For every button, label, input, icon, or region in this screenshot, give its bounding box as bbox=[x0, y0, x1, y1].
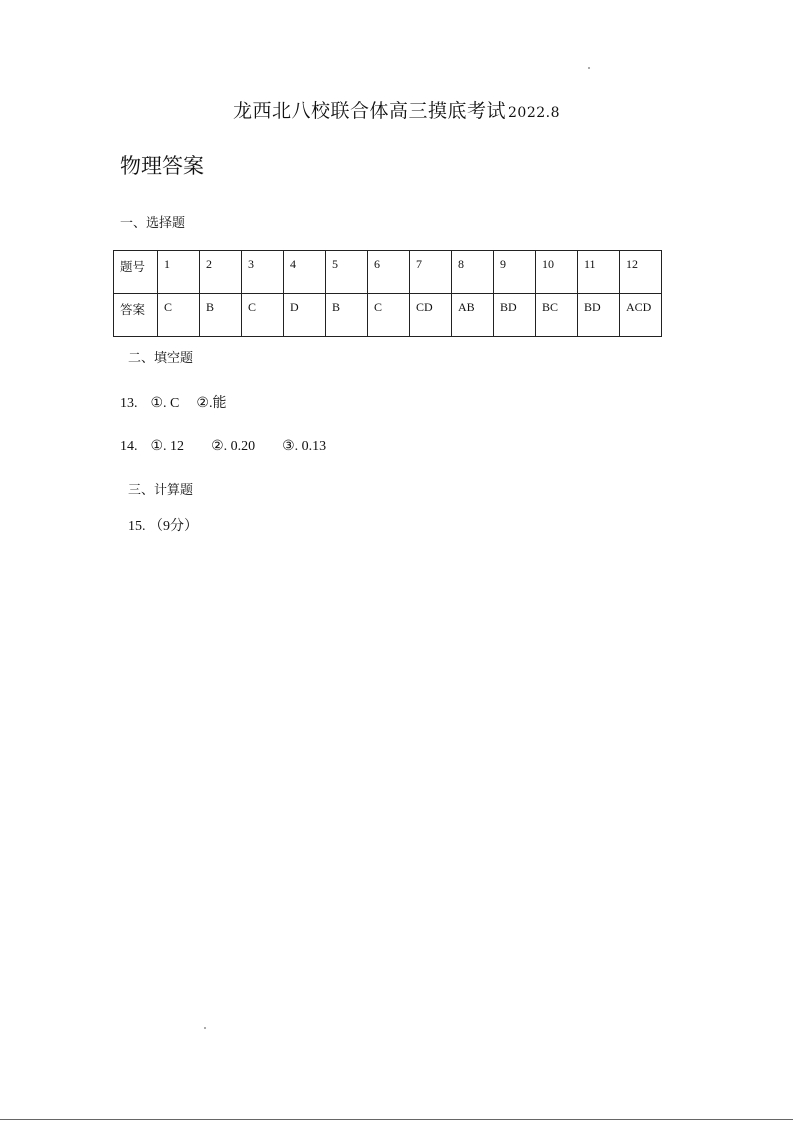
table-cell: 3 bbox=[242, 251, 284, 294]
answer-table bbox=[113, 250, 662, 337]
table-cell: 11 bbox=[578, 251, 620, 294]
table-cell: 7 bbox=[410, 251, 452, 294]
table-cell: 10 bbox=[536, 251, 578, 294]
answer-part: ③. 0.13 bbox=[282, 439, 327, 454]
question-number: 13. bbox=[120, 396, 138, 411]
page-bottom-rule bbox=[0, 1119, 793, 1120]
answer-part: ②.能 bbox=[196, 396, 227, 411]
row-label-number: 题号 bbox=[114, 251, 158, 294]
table-cell: BD bbox=[494, 294, 536, 337]
question-13 bbox=[120, 392, 226, 412]
exam-title bbox=[0, 96, 793, 123]
table-cell: B bbox=[326, 294, 368, 337]
table-cell: 9 bbox=[494, 251, 536, 294]
section-choice-heading: 一、选择题 bbox=[120, 216, 186, 231]
section-fill-heading: 二、填空题 bbox=[128, 351, 194, 366]
table-cell: C bbox=[368, 294, 410, 337]
table-cell: BC bbox=[536, 294, 578, 337]
exam-date: 2022.8 bbox=[508, 105, 560, 121]
row-label-answer: 答案 bbox=[114, 294, 158, 337]
table-cell: 12 bbox=[620, 251, 662, 294]
table-cell: 6 bbox=[368, 251, 410, 294]
table-cell: 8 bbox=[452, 251, 494, 294]
table-cell: 4 bbox=[284, 251, 326, 294]
scan-speck bbox=[204, 1027, 206, 1029]
table-cell: C bbox=[158, 294, 200, 337]
table-cell: 5 bbox=[326, 251, 368, 294]
table-cell: ACD bbox=[620, 294, 662, 337]
question-15: 15. （9分） bbox=[128, 519, 198, 534]
scan-speck bbox=[588, 67, 590, 69]
table-cell: AB bbox=[452, 294, 494, 337]
answer-part: ①. C bbox=[150, 396, 180, 411]
table-cell: 2 bbox=[200, 251, 242, 294]
table-cell: C bbox=[242, 294, 284, 337]
table-cell: 1 bbox=[158, 251, 200, 294]
section-calc-heading: 三、计算题 bbox=[128, 483, 194, 498]
table-cell: D bbox=[284, 294, 326, 337]
exam-title-text: 龙西北八校联合体高三摸底考试 bbox=[232, 100, 506, 122]
answer-part: ①. 12 bbox=[150, 439, 185, 454]
table-cell: B bbox=[200, 294, 242, 337]
answer-part: ②. 0.20 bbox=[211, 439, 256, 454]
table-cell: CD bbox=[410, 294, 452, 337]
table-cell: BD bbox=[578, 294, 620, 337]
table-row-numbers bbox=[114, 251, 662, 294]
question-number: 14. bbox=[120, 439, 138, 454]
question-14 bbox=[120, 438, 326, 455]
table-row-answers bbox=[114, 294, 662, 337]
subject-heading: 物理答案 bbox=[120, 154, 204, 178]
